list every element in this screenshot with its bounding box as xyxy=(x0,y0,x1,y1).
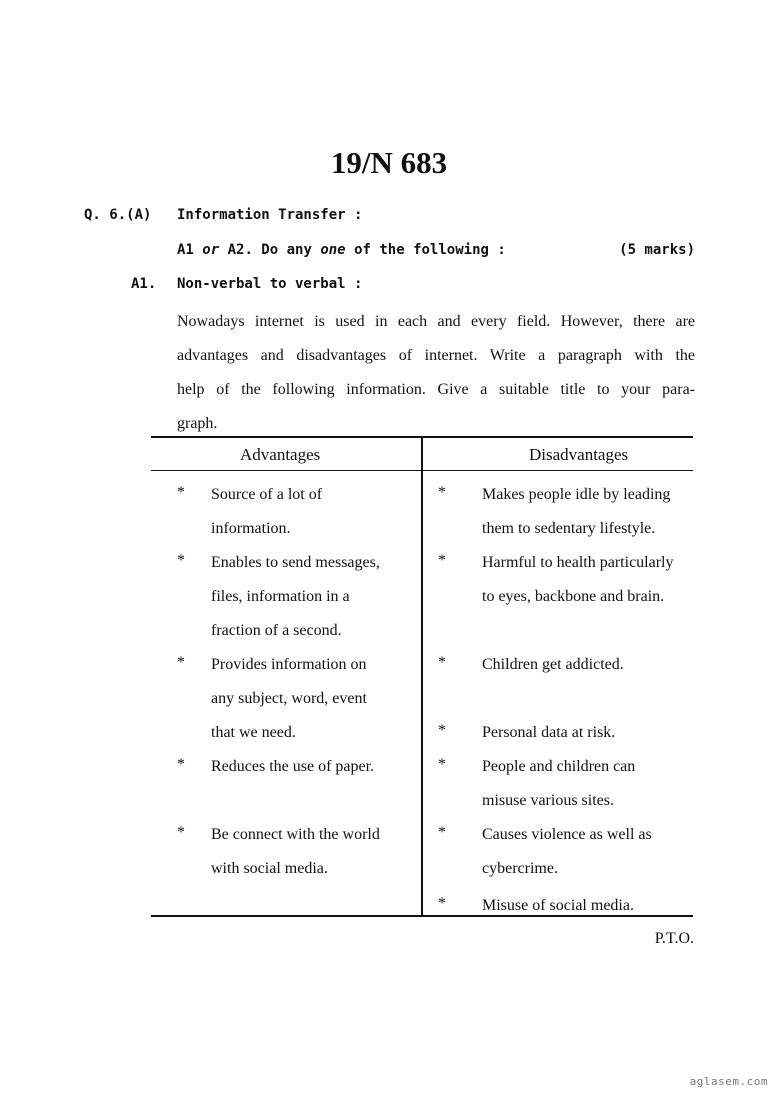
a1-label: A1. xyxy=(131,276,157,292)
passage-line: help of the following information. Give a suitable title to your para- xyxy=(177,381,695,398)
bullet-star: * xyxy=(177,484,185,501)
disadvantage-item xyxy=(482,750,697,818)
disadvantage-item-line: Makes people idle by leading xyxy=(482,486,671,503)
disadvantages-header: Disadvantages xyxy=(529,445,629,464)
bullet-star: * xyxy=(177,552,185,569)
bullet-star: * xyxy=(438,552,446,569)
question-title: Information Transfer : xyxy=(177,207,363,223)
disadvantage-item-line: to eyes, backbone and brain. xyxy=(482,588,665,605)
disadvantage-item xyxy=(482,478,697,546)
advantage-item-line: Provides information on xyxy=(211,656,367,673)
advantage-item-line: Source of a lot of xyxy=(211,486,323,503)
advantage-item-line: Enables to send messages, xyxy=(211,554,380,571)
advantages-header: Advantages xyxy=(240,445,321,464)
advantage-item-line: information. xyxy=(211,520,291,537)
disadvantage-item xyxy=(482,818,697,886)
pto-note: P.T.O. xyxy=(654,930,694,947)
table-column-divider xyxy=(421,436,423,915)
bullet-star: * xyxy=(438,756,446,773)
disadvantage-item-line: cybercrime. xyxy=(482,860,558,877)
passage-line: advantages and disadvantages of internet. Write a paragraph with the xyxy=(177,347,695,364)
choice-one: one xyxy=(320,242,346,258)
advantage-item xyxy=(211,478,416,546)
watermark: aglasem.com xyxy=(689,1075,768,1088)
paper-code: 19/N 683 xyxy=(330,145,448,180)
advantage-item-line: Reduces the use of paper. xyxy=(211,758,375,775)
advantage-item xyxy=(211,648,416,750)
bullet-star: * xyxy=(177,654,185,671)
passage xyxy=(177,305,695,441)
choice-or: or xyxy=(202,242,220,258)
advantage-item-line: Be connect with the world xyxy=(211,826,380,843)
bullet-star: * xyxy=(438,484,446,501)
disadvantage-item-line: them to sedentary lifestyle. xyxy=(482,520,656,537)
bullet-star: * xyxy=(438,895,446,912)
bullet-star: * xyxy=(177,756,185,773)
advantage-item xyxy=(211,818,416,886)
disadvantage-item-line: misuse various sites. xyxy=(482,792,614,809)
advantage-item xyxy=(211,546,416,648)
advantage-item-line: fraction of a second. xyxy=(211,622,342,639)
choice-mid: A2. Do any xyxy=(227,242,312,258)
disadvantage-item-line: Children get addicted. xyxy=(482,656,624,673)
disadvantage-item-line: People and children can xyxy=(482,758,636,775)
disadvantage-item-line: Misuse of social media. xyxy=(482,897,634,914)
disadvantage-item xyxy=(482,889,697,923)
passage-line: graph. xyxy=(177,415,218,432)
question-instruction xyxy=(177,242,506,258)
passage-line: Nowadays internet is used in each and every field. However, there are xyxy=(177,313,695,330)
disadvantage-item-line: Harmful to health particularly xyxy=(482,554,674,571)
disadvantage-item xyxy=(482,716,697,750)
advantage-item xyxy=(211,750,416,784)
question-number: Q. 6.(A) xyxy=(84,207,152,223)
disadvantage-item-line: Personal data at risk. xyxy=(482,724,616,741)
disadvantage-item xyxy=(482,648,697,682)
advantage-item-line: any subject, word, event xyxy=(211,690,367,707)
advantage-item-line: that we need. xyxy=(211,724,296,741)
bullet-star: * xyxy=(438,654,446,671)
a1-title: Non-verbal to verbal : xyxy=(177,276,363,292)
choice-suffix: of the following : xyxy=(354,242,506,258)
question-marks: (5 marks) xyxy=(619,242,695,258)
advantage-item-line: with social media. xyxy=(211,860,328,877)
bullet-star: * xyxy=(438,824,446,841)
disadvantage-item xyxy=(482,546,697,614)
advantage-item-line: files, information in a xyxy=(211,588,350,605)
bullet-star: * xyxy=(438,722,446,739)
bullet-star: * xyxy=(177,824,185,841)
choice-prefix: A1 xyxy=(177,242,194,258)
disadvantage-item-line: Causes violence as well as xyxy=(482,826,652,843)
